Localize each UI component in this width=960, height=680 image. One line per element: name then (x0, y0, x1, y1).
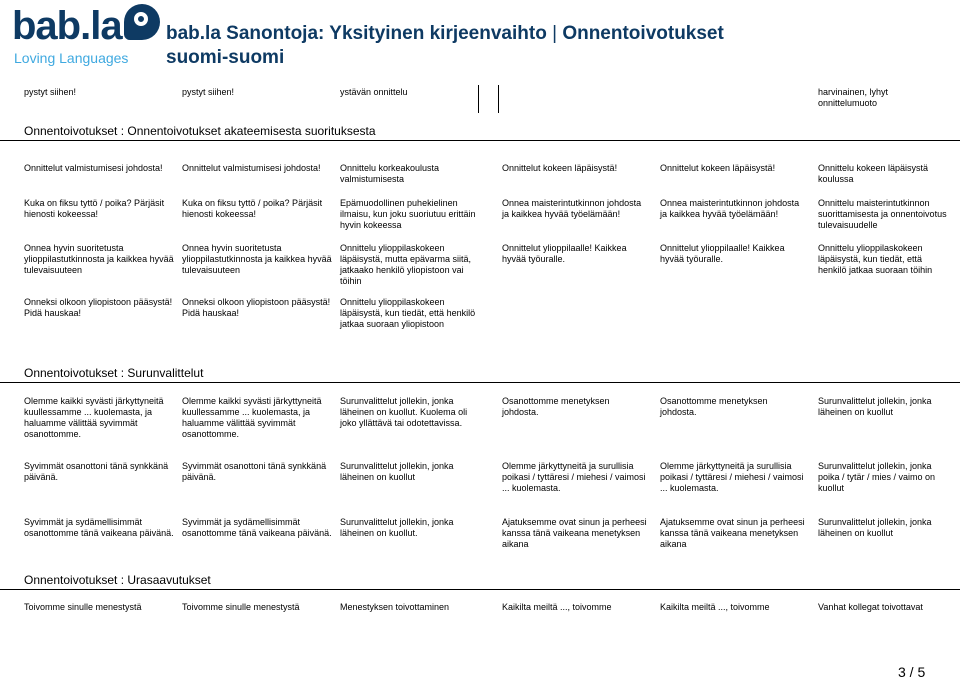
phrase-cell: Onnea hyvin suoritetusta ylioppilastutkinnosta ja kaikkea hyvää tulevaisuuteen (24, 243, 174, 275)
phrase-cell: Onnittelut valmistumisesi johdosta! (24, 163, 163, 173)
phrase-cell: Epämuodollinen puhekielinen ilmaisu, kun joku suoriutuu erittäin hyvin kokeessa (340, 198, 476, 230)
page-number: 3 / 5 (898, 664, 926, 680)
phrase-cell: Onnittelut kokeen läpäisystä! (502, 163, 618, 173)
phrase-cell: Surunvalittelut jollekin, jonka läheinen on kuollut (340, 461, 454, 482)
section-divider (0, 382, 960, 383)
phrase-cell: Onnittelu kokeen läpäisystä koulussa (818, 163, 929, 184)
header-phrase-3: ystävän onnittelu (340, 87, 408, 97)
phrase-cell: Olemme kaikki syvästi järkyttyneitä kuullessamme ... kuolemasta, ja haluamme välittää syvimmät osanottomme. (24, 396, 164, 439)
babla-logo[interactable] (12, 4, 152, 68)
phrase-cell: Onnea maisterintutkinnon johdosta ja kaikkea hyvää työelämään! (502, 198, 642, 219)
phrase-cell: Toivomme sinulle menestystä (182, 602, 300, 612)
title-main: bab.la Sanontoja: Yksityinen kirjeenvaihto (166, 23, 547, 44)
phrase-cell: Menestyksen toivottaminen (340, 602, 450, 612)
phrase-cell: Olemme kaikki syvästi järkyttyneitä kuullessamme ... kuolemasta, ja haluamme välittää syvimmät osanottomme. (182, 396, 322, 439)
section-heading: Onnentoivotukset : Urasaavutukset (24, 573, 211, 587)
phrase-cell: Osanottomme menetyksen johdosta. (502, 396, 610, 417)
phrase-cell: Olemme järkyttyneitä ja surullisia poikasi / tyttäresi / miehesi / vaimosi ... kuolemasta. (660, 461, 804, 493)
speech-bubble-icon (124, 4, 160, 40)
title-language-pair: suomi-suomi (166, 47, 285, 68)
phrase-cell: Onnittelut valmistumisesi johdosta! (182, 163, 321, 173)
logo-tagline: Loving Languages (14, 50, 129, 66)
phrase-cell: Onneksi olkoon yliopistoon pääsystä! Pidä hauskaa! (182, 297, 331, 318)
phrase-cell: Ajatuksemme ovat sinun ja perheesi kanssa tänä vaikeana menetyksen aikana (660, 517, 805, 549)
phrase-cell: Onnittelut ylioppilaalle! Kaikkea hyvää työuralle. (660, 243, 785, 264)
header-divider (478, 85, 479, 113)
section-divider (0, 589, 960, 590)
section-heading: Onnentoivotukset : Surunvalittelut (24, 366, 204, 380)
phrase-cell: Osanottomme menetyksen johdosta. (660, 396, 768, 417)
phrase-cell: Syvimmät osanottoni tänä synkkänä päivänä. (24, 461, 169, 482)
phrase-cell: Surunvalittelut jollekin, jonka läheinen on kuollut (818, 396, 932, 417)
title-category: Onnentoivotukset (562, 23, 724, 44)
phrase-cell: Surunvalittelut jollekin, jonka läheinen on kuollut. Kuolema oli joko yllättävä tai odotettavissa. (340, 396, 468, 428)
phrase-cell: Onnittelu maisterintutkinnon suorittamisesta ja onnentoivotus tulevaisuudelle (818, 198, 947, 230)
phrase-cell: Ajatuksemme ovat sinun ja perheesi kanssa tänä vaikeana menetyksen aikana (502, 517, 647, 549)
phrase-cell: Onnittelu ylioppilaskokeen läpäisystä, mutta epävarma siitä, jatkaako henkilö yliopistoon vai töihin (340, 243, 472, 286)
phrase-cell: Syvimmät osanottoni tänä synkkänä päivänä. (182, 461, 327, 482)
phrase-cell: Onnittelu ylioppilaskokeen läpäisystä, kun tiedät, että henkilö jatkaa suoraan töihin (818, 243, 933, 275)
header-divider (498, 85, 499, 113)
phrase-cell: Kuka on fiksu tyttö / poika? Pärjäsit hienosti kokeessa! (182, 198, 323, 219)
phrase-cell: Onnea hyvin suoritetusta ylioppilastutkinnosta ja kaikkea hyvää tulevaisuuteen (182, 243, 332, 275)
page-title (166, 22, 724, 70)
phrase-cell: Vanhat kollegat toivottavat (818, 602, 923, 612)
phrase-cell: Toivomme sinulle menestystä (24, 602, 142, 612)
phrase-cell: Kuka on fiksu tyttö / poika? Pärjäsit hienosti kokeessa! (24, 198, 165, 219)
phrase-cell: Kaikilta meiltä ..., toivomme (502, 602, 612, 612)
section-divider (0, 140, 960, 141)
phrase-cell: Onneksi olkoon yliopistoon pääsystä! Pidä hauskaa! (24, 297, 173, 318)
phrase-cell: Onnittelu korkeakoulusta valmistumisesta (340, 163, 440, 184)
logo-wordmark: bab.la (12, 4, 122, 48)
phrase-cell: Surunvalittelut jollekin, jonka läheinen on kuollut. (340, 517, 454, 538)
phrase-cell: Syvimmät ja sydämellisimmät osanottomme tänä vaikeana päivänä. (24, 517, 174, 538)
phrase-cell: Onnittelut kokeen läpäisystä! (660, 163, 776, 173)
phrase-cell: Onnittelut ylioppilaalle! Kaikkea hyvää työuralle. (502, 243, 627, 264)
phrase-cell: Onnea maisterintutkinnon johdosta ja kaikkea hyvää työelämään! (660, 198, 800, 219)
phrase-cell: Syvimmät ja sydämellisimmät osanottomme tänä vaikeana päivänä. (182, 517, 332, 538)
header-phrase-4: harvinainen, lyhyt onnittelumuoto (818, 87, 889, 108)
phrase-cell: Onnittelu ylioppilaskokeen läpäisystä, kun tiedät, että henkilö jatkaa suoraan yliopistoon (340, 297, 476, 329)
phrase-cell: Kaikilta meiltä ..., toivomme (660, 602, 770, 612)
header-phrase-2: pystyt siihen! (182, 87, 235, 97)
section-heading: Onnentoivotukset : Onnentoivotukset akateemisesta suorituksesta (24, 124, 376, 138)
phrase-cell: Olemme järkyttyneitä ja surullisia poikasi / tyttäresi / miehesi / vaimosi ... kuolemasta. (502, 461, 646, 493)
header-phrase-1: pystyt siihen! (24, 87, 77, 97)
title-separator: | (552, 23, 558, 44)
phrase-cell: Surunvalittelut jollekin, jonka poika / tytär / mies / vaimo on kuollut (818, 461, 936, 493)
phrase-cell: Surunvalittelut jollekin, jonka läheinen on kuollut (818, 517, 932, 538)
